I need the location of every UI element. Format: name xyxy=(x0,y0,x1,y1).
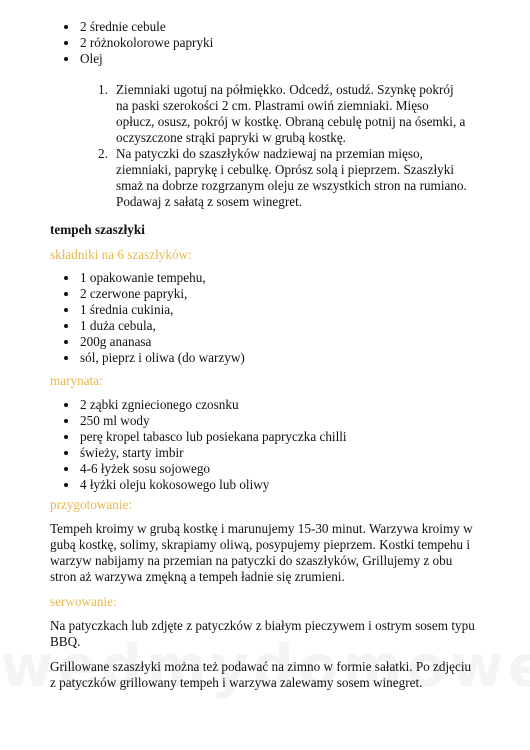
recipe-title: tempeh szaszłyki xyxy=(50,222,145,237)
list-item: Olej xyxy=(62,51,502,67)
serving-text-2: Grillowane szaszłyki można też podawać na zimno w formie sałatki. Po zdjęciu z patyczków grillowany tempeh i warzywa zalewamy sosem winegret. xyxy=(50,659,472,690)
top-ingredients-list xyxy=(62,19,502,67)
marinade-list xyxy=(62,397,502,493)
preparation-label: przygotowanie: xyxy=(50,497,133,512)
list-item: świeży, starty imbir xyxy=(62,445,502,461)
step-number: 1. xyxy=(98,82,108,97)
list-item: 2 ząbki zgniecionego czosnku xyxy=(62,397,502,413)
list-item: 2 średnie cebule xyxy=(62,19,502,35)
marinade-label: marynata: xyxy=(50,373,103,388)
step-item xyxy=(98,82,468,146)
list-item: 4 łyżki oleju kokosowego lub oliwy xyxy=(62,477,502,493)
list-item: 2 czerwone papryki, xyxy=(62,286,502,302)
list-item: 250 ml wody xyxy=(62,413,502,429)
list-item: 1 średnia cukinia, xyxy=(62,302,502,318)
list-item: 2 różnokolorowe papryki xyxy=(62,35,502,51)
list-item: perę kropel tabasco lub posiekana papryczka chilli xyxy=(62,429,502,445)
step-text: Na patyczki do szaszłyków nadziewaj na przemian mięso, ziemniaki, paprykę i cebulkę. Oprósz solą i pieprzem. Szaszłyki smaż na dobrze rozgrzanym oleju ze wszystkich stron na rumiano. Podawaj z sałatą z sosem winegret. xyxy=(116,146,467,209)
list-item: 4-6 łyżek sosu sojowego xyxy=(62,461,502,477)
ingredients-list xyxy=(62,270,502,366)
ingredients-label: składniki na 6 szaszłyków: xyxy=(50,247,192,262)
list-item: 200g ananasa xyxy=(62,334,502,350)
step-item xyxy=(98,146,468,210)
serving-label: serwowanie: xyxy=(50,594,117,609)
step-number: 2. xyxy=(98,146,108,161)
list-item: 1 opakowanie tempehu, xyxy=(62,270,502,286)
list-item: 1 duża cebula, xyxy=(62,318,502,334)
step-text: Ziemniaki ugotuj na półmiękko. Odcedź, ostudź. Szynkę pokrój na paski szerokości 2 cm. Plastrami owiń ziemniaki. Mięso opłucz, osusz, pokrój w kostkę. Obraną cebulę potnij na ósemki, a oczyszczone strąki papryki w grubą kostkę. xyxy=(116,82,466,145)
list-item: sól, pieprz i oliwa (do warzyw) xyxy=(62,350,502,366)
steps-list xyxy=(98,82,468,210)
preparation-text: Tempeh kroimy w grubą kostkę i marunujemy 15-30 minut. Warzywa kroimy w gubą kostkę, solimy, skrapiamy oliwą, posypujemy pieprzem. Kostki tempehu i warzyw nabijamy na przemian na patyczki do szaszłyków, Grillujemy z obu stron aż warzywa zmękną a tempeh ładnie się zrumieni. xyxy=(50,521,473,584)
serving-text-1: Na patyczkach lub zdjęte z patyczków z białym pieczywem i ostrym sosem typu BBQ. xyxy=(50,618,475,649)
